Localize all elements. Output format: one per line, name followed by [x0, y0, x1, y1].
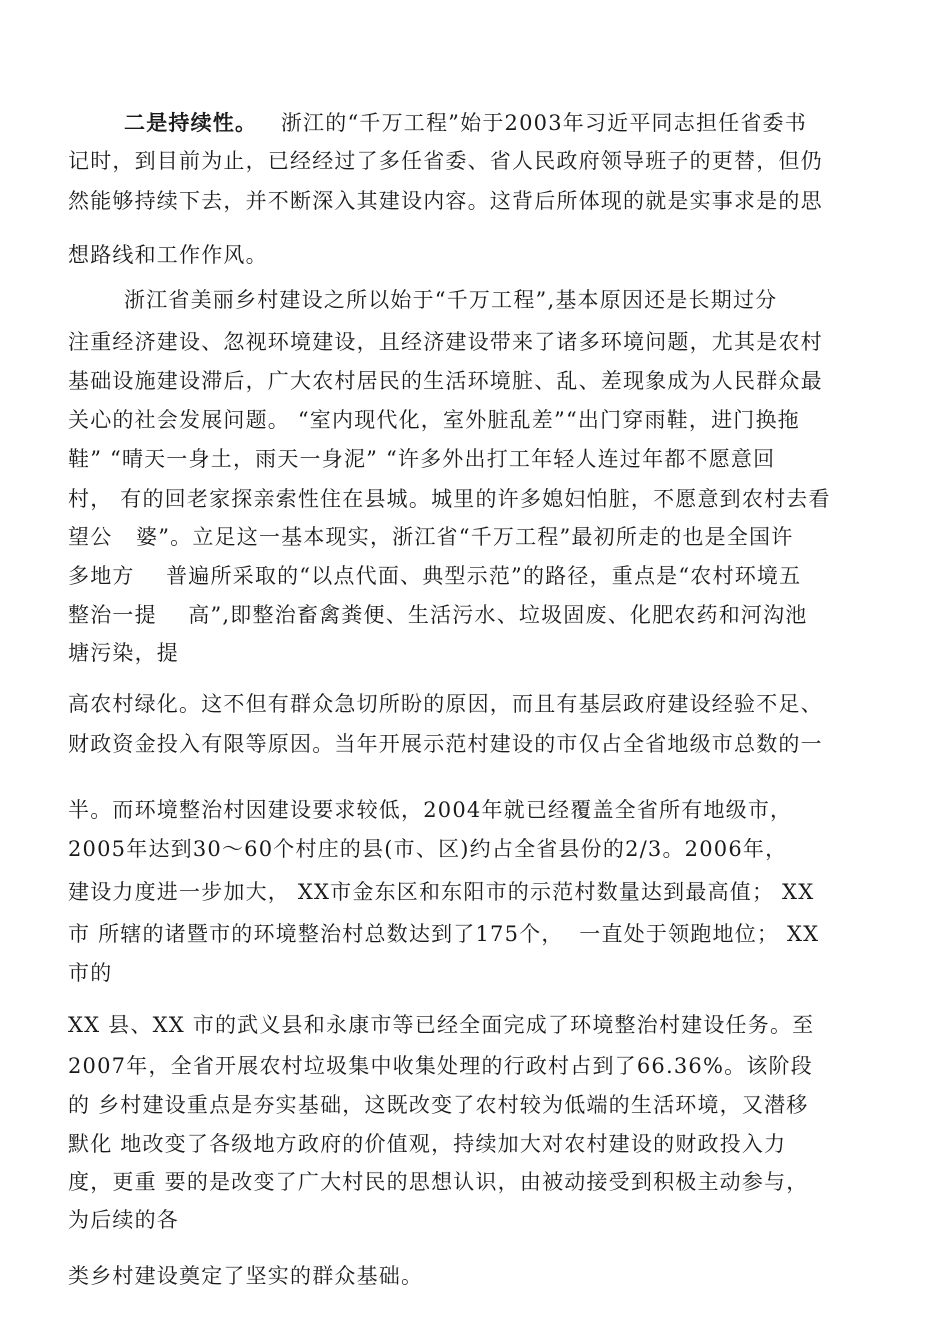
paragraph-2-line-8: 多地方 普遍所采取的“以点代面、典型示范”的路径，重点是“农村环境五 — [68, 564, 802, 588]
paragraph-2-line-19: 2007年，全省开展农村垃圾集中收集处理的行政村占到了66.36%。该阶段 — [68, 1054, 813, 1078]
paragraph-2-line-12: 财政资金投入有限等原因。当年开展示范村建设的市仅占全省地级市总数的一 — [68, 732, 823, 756]
paragraph-2-line-7: 望公 婆”。立足这一基本现实，浙江省“千万工程”最初所走的也是全国许 — [68, 525, 794, 549]
paragraph-2-line-11: 高农村绿化。这不但有群众急切所盼的原因，而且有基层政府建设经验不足、 — [68, 692, 823, 716]
paragraph-1-line-1: 二是持续性。 浙江的“千万工程”始于2003年习近平同志担任省委书 — [124, 110, 807, 135]
paragraph-2-line-23: 为后续的各 — [68, 1208, 179, 1232]
paragraph-2-line-22: 度，更重 要的是改变了广大村民的思想认识，由被动接受到积极主动参与， — [68, 1170, 809, 1194]
paragraph-2-line-20: 的 乡村建设重点是夯实基础，这既改变了农村较为低端的生活环境，又潜移 — [68, 1093, 809, 1117]
paragraph-2-line-5: 鞋” “晴天一身土，雨天一身泥” “许多外出打工年轻人连过年都不愿意回 — [68, 447, 776, 471]
paragraph-2-line-24: 类乡村建设奠定了坚实的群众基础。 — [68, 1264, 424, 1288]
paragraph-2-line-1: 浙江省美丽乡村建设之所以始于“千万工程”,基本原因还是长期过分 — [124, 288, 778, 312]
paragraph-2-line-3: 基础设施建设滞后，广大农村居民的生活环境脏、乱、差现象成为人民群众最 — [68, 369, 823, 393]
paragraph-1-line-2: 记时，到目前为止，已经经过了多任省委、省人民政府领导班子的更替，但仍 — [68, 149, 823, 173]
paragraph-heading: 二是持续性。 — [124, 110, 258, 135]
paragraph-2-line-13: 半。而环境整治村因建设要求较低，2004年就已经覆盖全省所有地级市， — [68, 798, 793, 822]
paragraph-2-line-6: 村， 有的回老家探亲索性住在县城。城里的许多媳妇怕脏，不愿意到农村去看 — [68, 487, 831, 511]
paragraph-2-line-15: 建设力度进一步加大， XX市金东区和东阳市的示范村数量达到最高值； XX — [68, 880, 815, 904]
paragraph-2-line-18: XX 县、XX 市的武义县和永康市等已经全面完成了环境整治村建设任务。至 — [68, 1013, 815, 1037]
paragraph-2-line-17: 市的 — [68, 961, 113, 985]
paragraph-2-line-21: 默化 地改变了各级地方政府的价值观，持续加大对农村建设的财政投入力 — [68, 1132, 787, 1156]
paragraph-2-line-9: 整治一提 高”,即整治畜禽粪便、生活污水、垃圾固废、化肥农药和河沟池 — [68, 603, 808, 627]
paragraph-2-line-10: 塘污染，提 — [68, 641, 179, 665]
paragraph-2-line-16: 市 所辖的诸暨市的环境整治村总数达到了175个， 一直处于领跑地位； XX — [68, 922, 820, 946]
paragraph-1-line-4: 想路线和工作作风。 — [68, 243, 268, 267]
paragraph-2-line-14: 2005年达到30～60个村庄的县(市、区)约占全省县份的2/3。2006年， — [68, 837, 788, 861]
paragraph-1-line-3: 然能够持续下去，并不断深入其建设内容。这背后所体现的就是实事求是的思 — [68, 189, 823, 213]
paragraph-2-line-2: 注重经济建设、忽视环境建设，且经济建设带来了诸多环境问题，尤其是农村 — [68, 330, 823, 354]
paragraph-2-line-4: 关心的社会发展问题。 “室内现代化，室外脏乱差”“出门穿雨鞋，进门换拖 — [68, 408, 800, 432]
